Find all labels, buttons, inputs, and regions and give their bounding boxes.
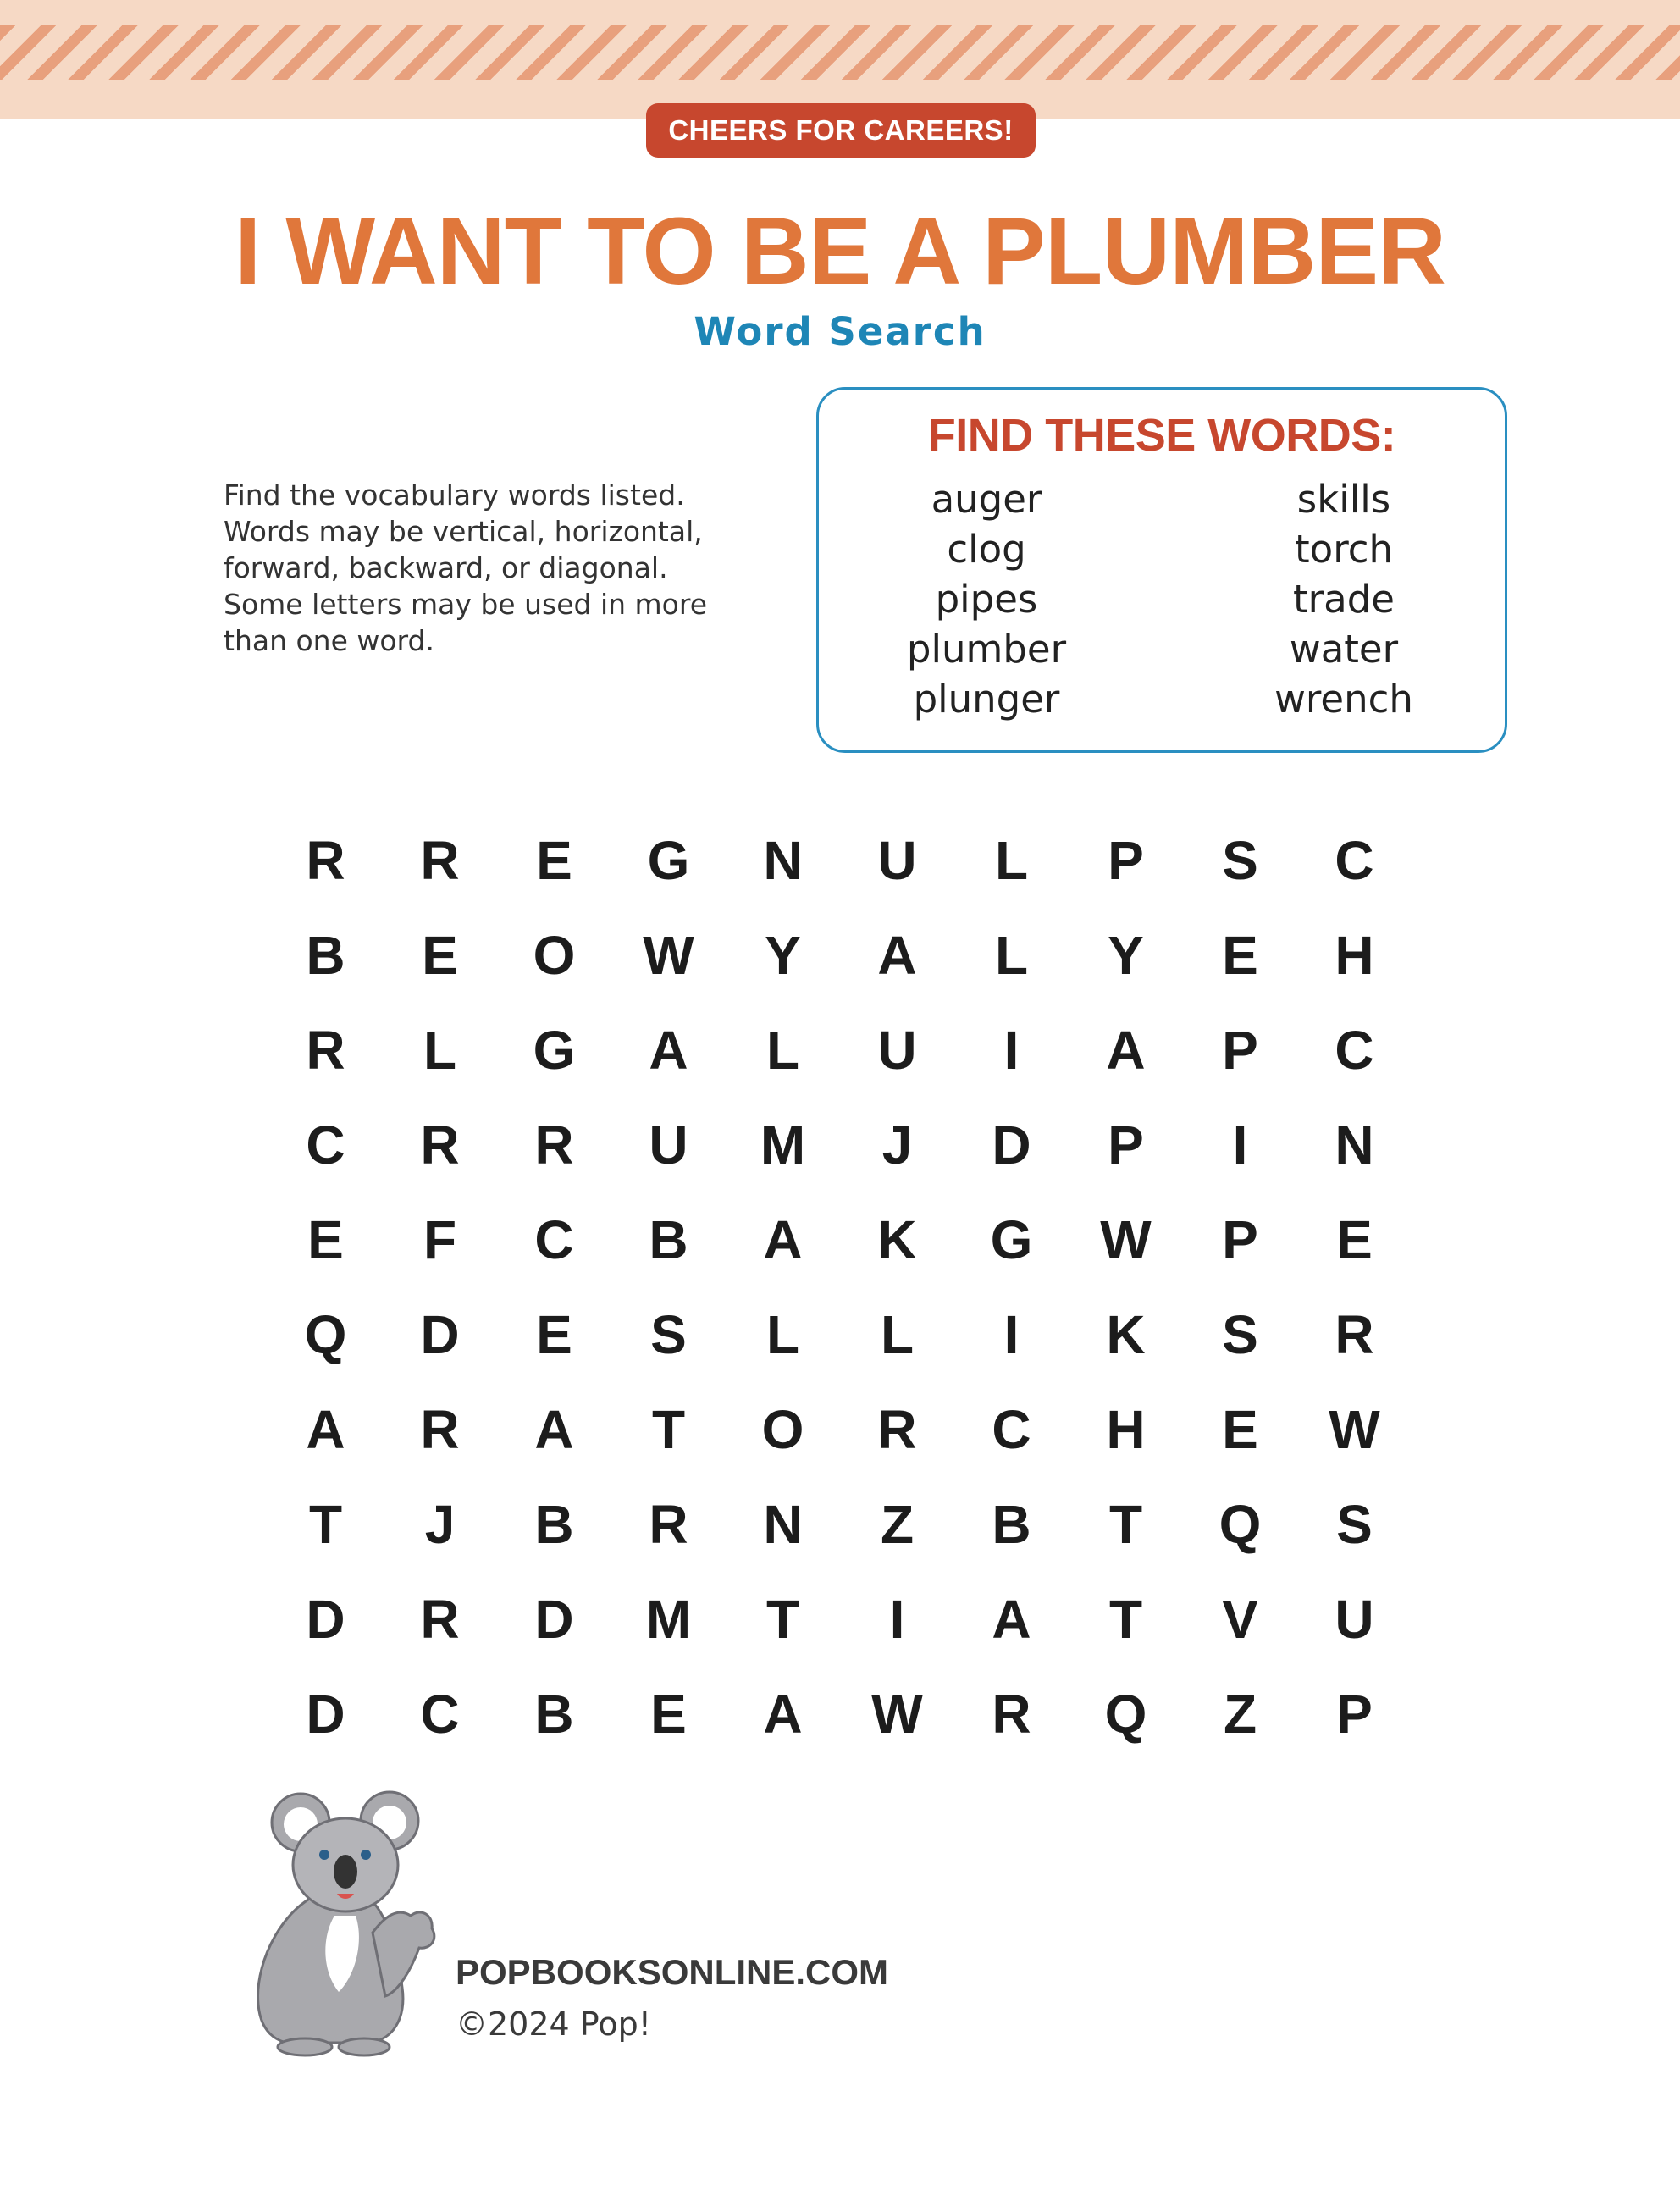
- word-list-item: plunger: [913, 677, 1060, 722]
- grid-letter: W: [871, 1684, 923, 1745]
- grid-letter: R: [420, 1589, 460, 1650]
- word-list-item: torch: [1295, 527, 1393, 572]
- word-list-left: [859, 474, 1114, 724]
- instructions-line: than one word.: [224, 624, 434, 657]
- copyright-notice: ©2024 Pop!: [456, 2005, 651, 2043]
- grid-letter: K: [877, 1209, 917, 1270]
- grid-letter: E: [1336, 1209, 1373, 1270]
- grid-letter: P: [1222, 1020, 1258, 1081]
- grid-letter: I: [1003, 1304, 1020, 1365]
- grid-letter: I: [889, 1589, 905, 1650]
- grid-letter: A: [306, 1399, 345, 1460]
- grid-letter: D: [306, 1589, 345, 1650]
- grid-letter: A: [992, 1589, 1031, 1650]
- grid-letter: P: [1222, 1209, 1258, 1270]
- grid-letter: D: [420, 1304, 460, 1365]
- grid-letter: V: [1222, 1589, 1258, 1650]
- grid-letter: L: [765, 1304, 800, 1365]
- grid-letter: U: [877, 1020, 917, 1081]
- instructions-line: Find the vocabulary words listed.: [224, 478, 685, 512]
- grid-letter: A: [763, 1209, 803, 1270]
- grid-letter: A: [1106, 1020, 1146, 1081]
- grid-letter: J: [424, 1494, 456, 1555]
- page-title: I WANT TO BE A PLUMBER: [235, 198, 1445, 304]
- grid-letter: D: [992, 1115, 1031, 1175]
- grid-letter: A: [649, 1020, 688, 1081]
- word-list-item: pipes: [935, 577, 1038, 622]
- grid-letter: R: [420, 830, 460, 891]
- word-list-right: [1217, 474, 1471, 724]
- grid-letter: E: [1222, 1399, 1258, 1460]
- grid-letter: D: [306, 1684, 345, 1745]
- grid-letter: S: [1222, 1304, 1258, 1365]
- grid-letter: J: [881, 1115, 913, 1175]
- grid-letter: R: [420, 1399, 460, 1460]
- grid-letter: R: [420, 1115, 460, 1175]
- grid-letter: C: [1335, 1020, 1374, 1081]
- grid-letter: O: [533, 925, 576, 986]
- grid-letter: L: [423, 1020, 457, 1081]
- grid-letter: W: [1100, 1209, 1152, 1270]
- grid-letter: U: [877, 830, 917, 891]
- grid-letter: R: [877, 1399, 917, 1460]
- grid-letter: M: [645, 1589, 692, 1650]
- grid-letter: B: [306, 925, 345, 986]
- grid-letter: I: [1003, 1020, 1020, 1081]
- grid-letter: Q: [1104, 1684, 1147, 1745]
- grid-letter: H: [1106, 1399, 1146, 1460]
- grid-letter: G: [647, 830, 690, 891]
- instructions-line: Some letters may be used in more: [224, 588, 708, 621]
- grid-letter: P: [1108, 1115, 1144, 1175]
- grid-letter: T: [1108, 1494, 1143, 1555]
- grid-letter: U: [1335, 1589, 1374, 1650]
- grid-letter: P: [1336, 1684, 1373, 1745]
- grid-letter: N: [763, 830, 803, 891]
- word-list-item: skills: [1296, 477, 1391, 522]
- word-list-title: FIND THESE WORDS:: [927, 410, 1396, 461]
- grid-letter: W: [643, 925, 694, 986]
- word-list-item: auger: [931, 477, 1042, 522]
- grid-letter: C: [1335, 830, 1374, 891]
- grid-letter: S: [650, 1304, 687, 1365]
- grid-letter: D: [534, 1589, 574, 1650]
- grid-letter: K: [1106, 1304, 1146, 1365]
- grid-letter: M: [760, 1115, 806, 1175]
- grid-letter: E: [1222, 925, 1258, 986]
- grid-letter: C: [992, 1399, 1031, 1460]
- grid-letter: L: [880, 1304, 915, 1365]
- grid-letter: B: [534, 1684, 574, 1745]
- instructions: [224, 477, 799, 659]
- grid-letter: R: [992, 1684, 1031, 1745]
- grid-letter: W: [1329, 1399, 1380, 1460]
- grid-letter: E: [422, 925, 458, 986]
- instructions-line: Words may be vertical, horizontal,: [224, 515, 703, 548]
- grid-letter: I: [1232, 1115, 1248, 1175]
- grid-letter: A: [877, 925, 917, 986]
- grid-letter: L: [994, 830, 1029, 891]
- instructions-line: forward, backward, or diagonal.: [224, 551, 668, 584]
- grid-letter: N: [1335, 1115, 1374, 1175]
- grid-letter: E: [536, 1304, 572, 1365]
- koala-icon: [237, 1789, 457, 2060]
- grid-letter: G: [990, 1209, 1033, 1270]
- grid-letter: Y: [1108, 925, 1144, 986]
- page-subtitle: Word Search: [694, 309, 986, 354]
- top-band: [0, 0, 1680, 119]
- grid-letter: A: [763, 1684, 803, 1745]
- word-list-item: clog: [947, 527, 1026, 572]
- word-list-item: wrench: [1274, 677, 1413, 722]
- grid-letter: Y: [765, 925, 801, 986]
- grid-letter: B: [649, 1209, 688, 1270]
- grid-letter: R: [306, 1020, 345, 1081]
- grid-letter: N: [763, 1494, 803, 1555]
- grid-letter: T: [1108, 1589, 1143, 1650]
- grid-letter: P: [1108, 830, 1144, 891]
- grid-letter: C: [306, 1115, 345, 1175]
- grid-letter: E: [650, 1684, 687, 1745]
- grid-letter: A: [534, 1399, 574, 1460]
- word-list-item: plumber: [906, 627, 1067, 672]
- grid-letter: Q: [304, 1304, 347, 1365]
- publisher-website: POPBOOKSONLINE.COM: [456, 1952, 889, 1992]
- grid-letter: Z: [880, 1494, 915, 1555]
- grid-letter: T: [651, 1399, 686, 1460]
- grid-letter: R: [1335, 1304, 1374, 1365]
- grid-letter: C: [420, 1684, 460, 1745]
- word-list-box: [816, 387, 1507, 753]
- grid-letter: L: [765, 1020, 800, 1081]
- grid-letter: Z: [1223, 1684, 1257, 1745]
- grid-letter: F: [423, 1209, 457, 1270]
- grid-letter: O: [761, 1399, 804, 1460]
- grid-letter: Q: [1219, 1494, 1262, 1555]
- grid-letter: R: [649, 1494, 688, 1555]
- grid-letter: S: [1222, 830, 1258, 891]
- grid-letter: C: [534, 1209, 574, 1270]
- grid-letter: E: [307, 1209, 344, 1270]
- grid-letter: L: [994, 925, 1029, 986]
- series-badge: CHEERS FOR CAREERS!: [646, 103, 1036, 158]
- word-list-item: water: [1289, 627, 1399, 672]
- grid-letter: G: [533, 1020, 576, 1081]
- grid-letter: E: [536, 830, 572, 891]
- grid-letter: S: [1336, 1494, 1373, 1555]
- grid-letter: T: [308, 1494, 343, 1555]
- grid-letter: H: [1335, 925, 1374, 986]
- grid-letter: B: [992, 1494, 1031, 1555]
- decorative-stripes: [0, 25, 1680, 80]
- grid-letter: U: [649, 1115, 688, 1175]
- letter-grid: [268, 813, 1424, 1762]
- grid-letter: T: [765, 1589, 800, 1650]
- grid-letter: R: [306, 830, 345, 891]
- word-list-item: trade: [1293, 577, 1395, 622]
- grid-letter: R: [534, 1115, 574, 1175]
- grid-letter: B: [534, 1494, 574, 1555]
